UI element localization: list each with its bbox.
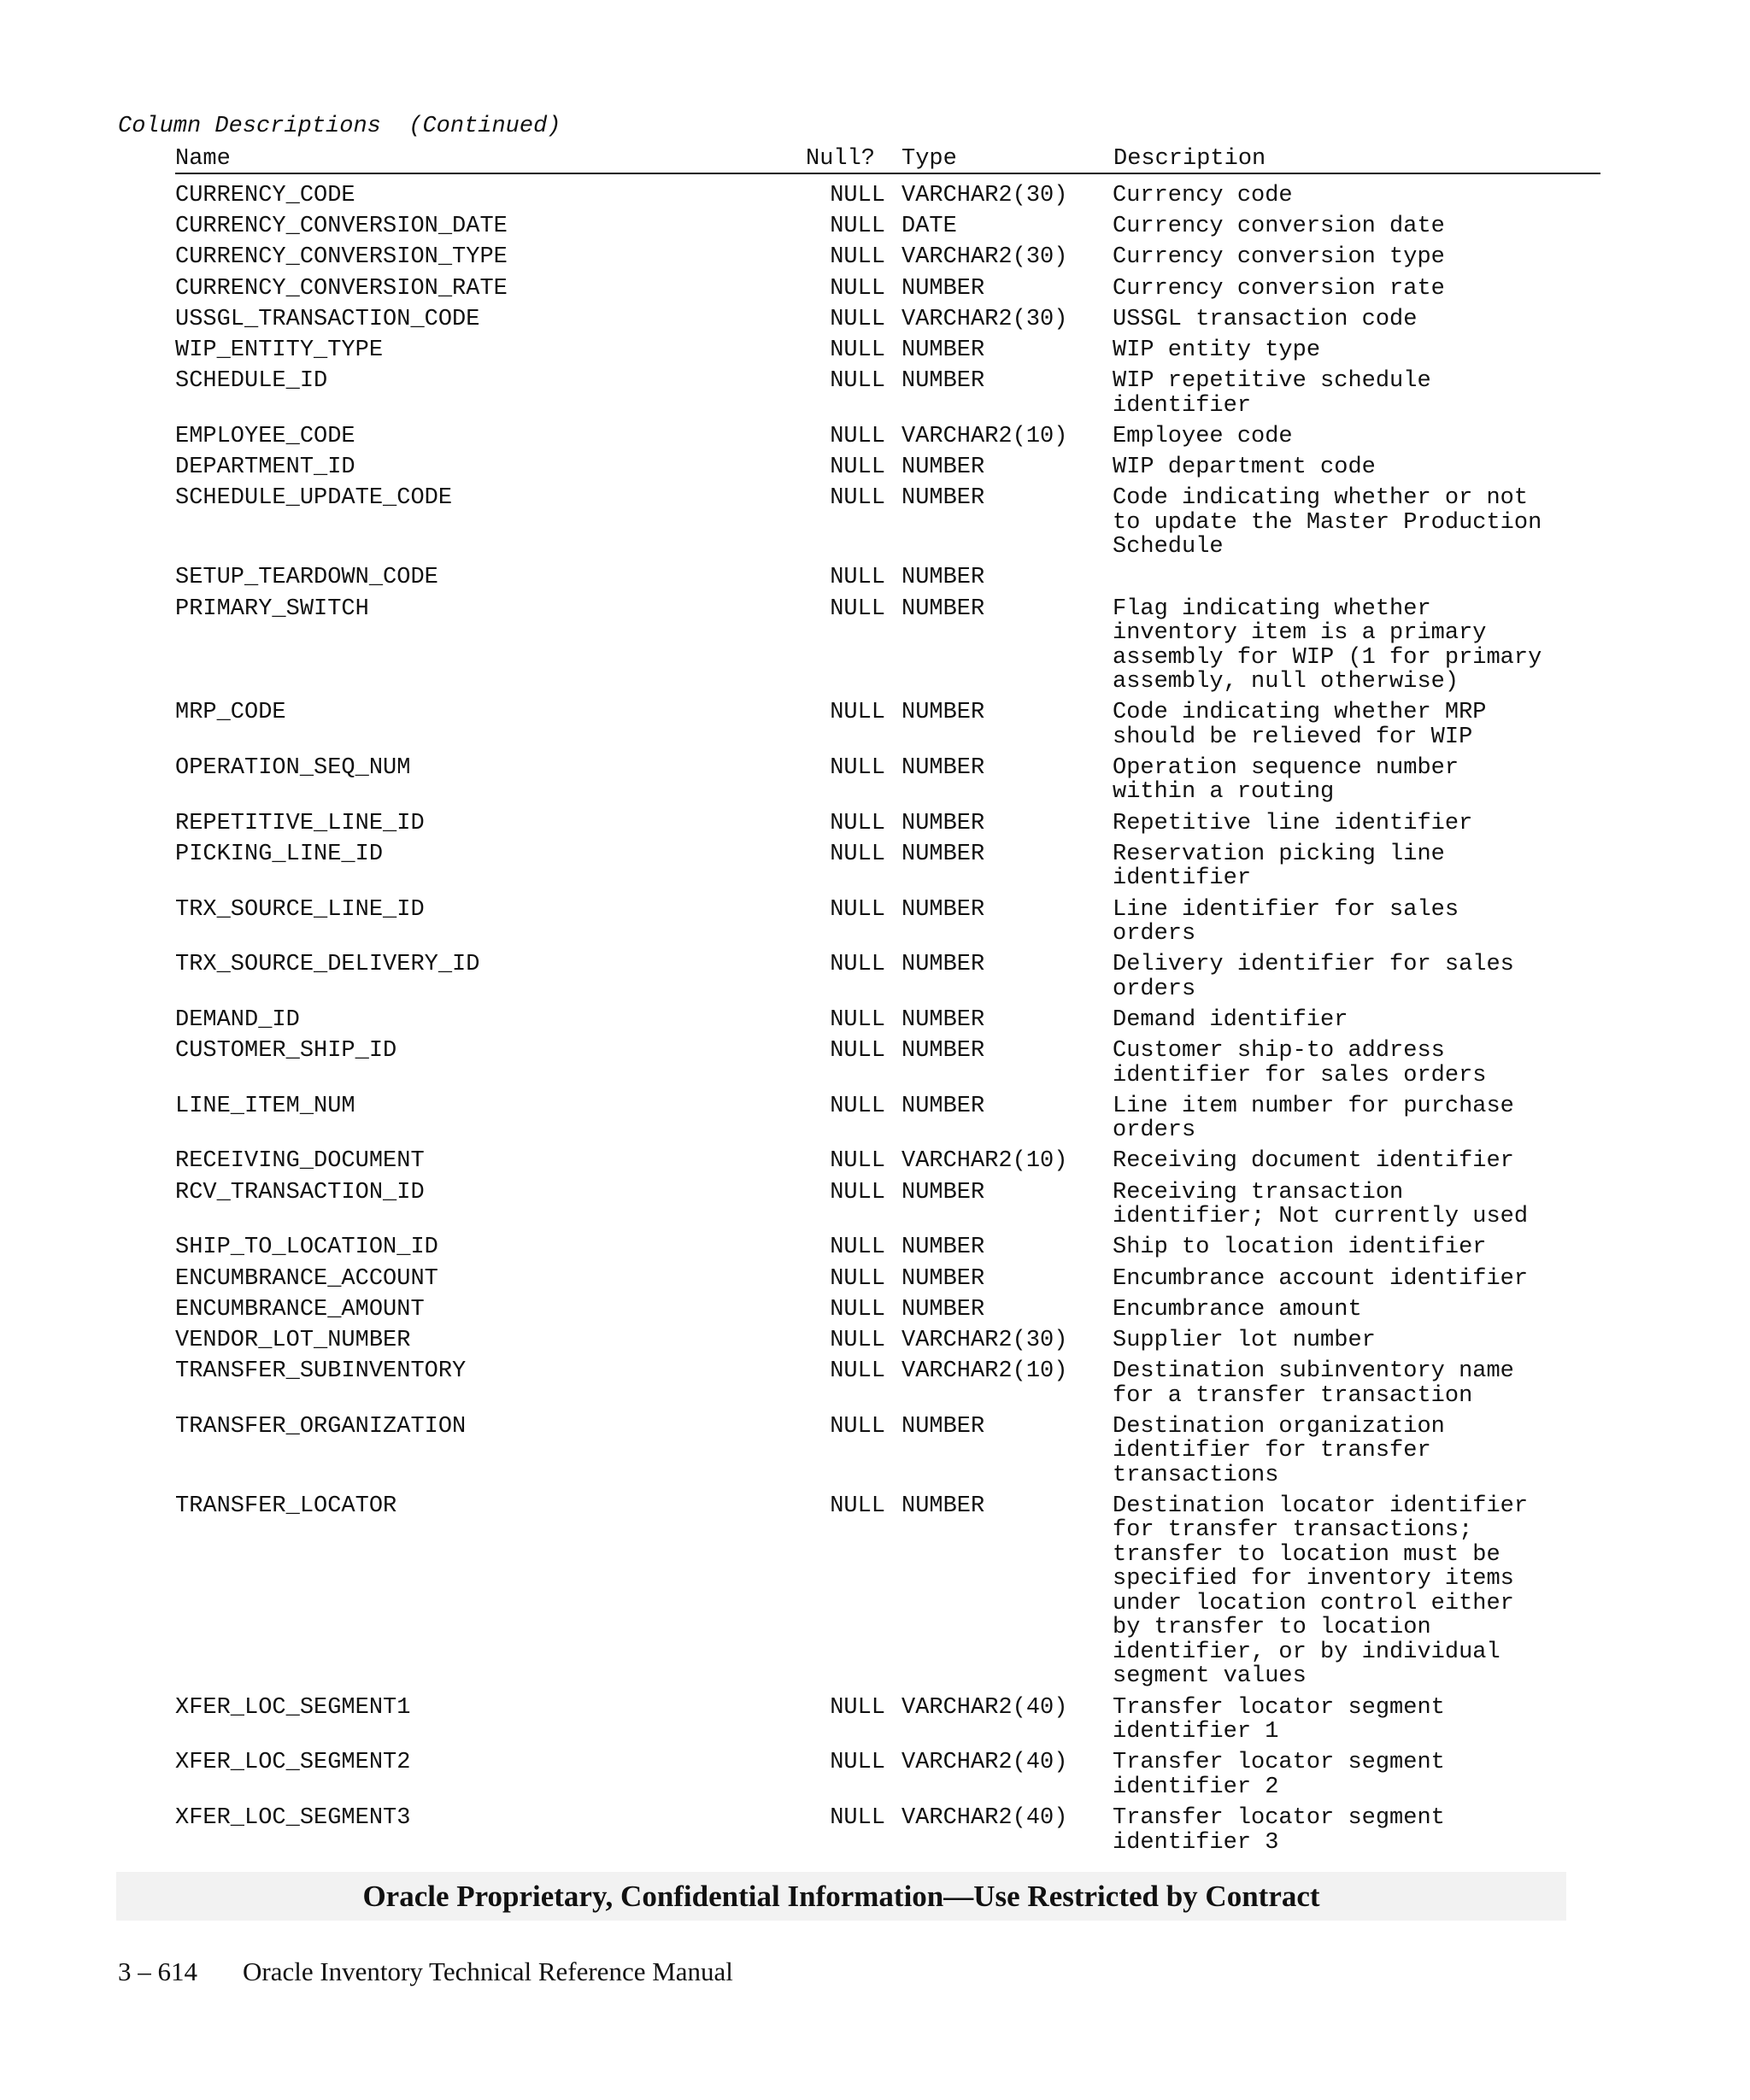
cell-name: CURRENCY_CONVERSION_TYPE [175, 244, 508, 271]
table-row [175, 1267, 1600, 1292]
cell-name: TRX_SOURCE_LINE_ID [175, 896, 425, 923]
cell-description: Currency conversion type [1113, 244, 1445, 271]
cell-null: NULL [830, 896, 885, 923]
table-row [175, 1415, 1600, 1488]
cell-description: Currency conversion date [1113, 214, 1445, 240]
table-row [175, 1149, 1600, 1174]
cell-name: TRANSFER_ORGANIZATION [175, 1413, 467, 1440]
cell-null: NULL [830, 754, 885, 781]
cell-name: PICKING_LINE_ID [175, 841, 384, 867]
cell-type: NUMBER [901, 1235, 985, 1261]
table-row [175, 245, 1600, 270]
table-row [175, 1094, 1600, 1143]
table-row [175, 701, 1600, 749]
cell-null: NULL [830, 1235, 885, 1261]
cell-null: NULL [830, 244, 885, 271]
cell-null: NULL [830, 485, 885, 512]
cell-type: NUMBER [901, 700, 985, 726]
cell-name: WIP_ENTITY_TYPE [175, 337, 384, 363]
cell-null: NULL [830, 306, 885, 332]
cell-name: CURRENCY_CONVERSION_DATE [175, 214, 508, 240]
cell-null: NULL [830, 952, 885, 978]
cell-null: NULL [830, 1006, 885, 1033]
table-row [175, 425, 1600, 449]
column-header-name: Name [175, 146, 231, 172]
cell-type: NUMBER [901, 952, 985, 978]
cell-type: NUMBER [901, 455, 985, 480]
table-row [175, 842, 1600, 891]
cell-type: NUMBER [901, 337, 985, 363]
cell-description: Transfer locator segment identifier 1 [1113, 1694, 1445, 1745]
cell-name: RCV_TRANSACTION_ID [175, 1179, 425, 1205]
cell-null: NULL [830, 455, 885, 480]
table-row [175, 1696, 1600, 1745]
cell-type: NUMBER [901, 485, 985, 512]
cell-description: Flag indicating whether inventory item is a primary assembly for WIP (1 for primary assembly, null otherwise) [1113, 595, 1542, 695]
section-heading: Column Descriptions (Continued) [118, 114, 561, 139]
table-row [175, 369, 1600, 418]
cell-type: NUMBER [901, 1265, 985, 1292]
column-header-type: Type [901, 146, 957, 172]
cell-description: Encumbrance amount [1113, 1296, 1362, 1323]
cell-type: NUMBER [901, 1006, 985, 1033]
table-row [175, 1181, 1600, 1229]
cell-description: Currency conversion rate [1113, 275, 1445, 302]
cell-description: Transfer locator segment identifier 2 [1113, 1750, 1445, 1800]
cell-name: USSGL_TRANSACTION_CODE [175, 306, 480, 332]
cell-null: NULL [830, 1358, 885, 1385]
cell-null: NULL [830, 1093, 885, 1119]
table-row [175, 308, 1600, 332]
manual-title: Oracle Inventory Technical Reference Manual [243, 1956, 733, 1986]
table-row [175, 812, 1600, 836]
cell-null: NULL [830, 183, 885, 208]
cell-name: SHIP_TO_LOCATION_ID [175, 1235, 438, 1261]
cell-name: ENCUMBRANCE_AMOUNT [175, 1296, 425, 1323]
cell-type: VARCHAR2(30) [901, 183, 1068, 208]
cell-type: NUMBER [901, 595, 985, 622]
table-row [175, 1039, 1600, 1088]
cell-description: Destination organization identifier for transfer transactions [1113, 1413, 1445, 1488]
cell-null: NULL [830, 1038, 885, 1065]
cell-type: VARCHAR2(30) [901, 1327, 1068, 1353]
cell-name: PRIMARY_SWITCH [175, 595, 369, 622]
confidential-banner: Oracle Proprietary, Confidential Information––Use Restricted by Contract [116, 1872, 1566, 1921]
cell-null: NULL [830, 1327, 885, 1353]
cell-name: XFER_LOC_SEGMENT3 [175, 1805, 411, 1831]
cell-type: VARCHAR2(10) [901, 1148, 1068, 1175]
table-row [175, 1008, 1600, 1033]
cell-type: NUMBER [901, 1413, 985, 1440]
table-row [175, 338, 1600, 363]
cell-description: Line identifier for sales orders [1113, 896, 1459, 947]
cell-description: Receiving document identifier [1113, 1148, 1514, 1175]
cell-null: NULL [830, 1265, 885, 1292]
cell-null: NULL [830, 1148, 885, 1175]
cell-description: Demand identifier [1113, 1006, 1348, 1033]
cell-name: SCHEDULE_ID [175, 368, 328, 395]
table-header [175, 147, 1600, 174]
table-row [175, 898, 1600, 947]
table-row [175, 1329, 1600, 1353]
cell-type: VARCHAR2(40) [901, 1750, 1068, 1776]
cell-name: DEPARTMENT_ID [175, 455, 355, 480]
cell-description: Reservation picking line identifier [1113, 841, 1445, 892]
table-row [175, 1806, 1600, 1855]
cell-null: NULL [830, 700, 885, 726]
column-header-description: Description [1113, 146, 1266, 172]
cell-type: DATE [901, 214, 957, 240]
cell-description: Currency code [1113, 183, 1293, 208]
cell-description: Customer ship-to address identifier for sales orders [1113, 1038, 1487, 1088]
page-footer [118, 1956, 733, 1987]
table-row [175, 953, 1600, 1001]
cell-name: EMPLOYEE_CODE [175, 423, 355, 449]
cell-null: NULL [830, 1296, 885, 1323]
table-row [175, 566, 1600, 590]
cell-name: TRANSFER_LOCATOR [175, 1493, 397, 1519]
cell-type: NUMBER [901, 1038, 985, 1065]
cell-null: NULL [830, 1413, 885, 1440]
cell-type: VARCHAR2(40) [901, 1805, 1068, 1831]
table-row [175, 1359, 1600, 1408]
cell-description: Encumbrance account identifier [1113, 1265, 1529, 1292]
cell-name: RECEIVING_DOCUMENT [175, 1148, 425, 1175]
cell-name: LINE_ITEM_NUM [175, 1093, 355, 1119]
cell-type: NUMBER [901, 275, 985, 302]
cell-null: NULL [830, 1493, 885, 1519]
cell-type: NUMBER [901, 368, 985, 395]
cell-description: Line item number for purchase orders [1113, 1093, 1514, 1144]
table-row [175, 277, 1600, 302]
cell-description: Supplier lot number [1113, 1327, 1376, 1353]
table-row [175, 1298, 1600, 1323]
table-row [175, 1751, 1600, 1799]
table-row [175, 1494, 1600, 1689]
cell-null: NULL [830, 337, 885, 363]
table-row [175, 756, 1600, 805]
table-row [175, 597, 1600, 695]
cell-description: Destination subinventory name for a transfer transaction [1113, 1358, 1514, 1409]
cell-name: DEMAND_ID [175, 1006, 300, 1033]
cell-type: NUMBER [901, 1179, 985, 1205]
cell-name: REPETITIVE_LINE_ID [175, 810, 425, 836]
page-number: 3 – 614 [118, 1956, 197, 1986]
cell-null: NULL [830, 841, 885, 867]
cell-type: VARCHAR2(30) [901, 306, 1068, 332]
cell-type: NUMBER [901, 1093, 985, 1119]
cell-description: Transfer locator segment identifier 3 [1113, 1805, 1445, 1856]
cell-description: Ship to location identifier [1113, 1235, 1487, 1261]
cell-name: SCHEDULE_UPDATE_CODE [175, 485, 453, 512]
cell-description: Delivery identifier for sales orders [1113, 952, 1514, 1002]
cell-name: CURRENCY_CONVERSION_RATE [175, 275, 508, 302]
cell-description: Operation sequence number within a routing [1113, 754, 1459, 806]
cell-name: XFER_LOC_SEGMENT1 [175, 1694, 411, 1721]
cell-name: ENCUMBRANCE_ACCOUNT [175, 1265, 438, 1292]
cell-description: USSGL transaction code [1113, 306, 1418, 332]
column-table-body [175, 184, 1600, 1862]
table-row [175, 486, 1600, 560]
cell-description: Repetitive line identifier [1113, 810, 1473, 836]
cell-name: VENDOR_LOT_NUMBER [175, 1327, 411, 1353]
cell-null: NULL [830, 565, 885, 591]
cell-null: NULL [830, 810, 885, 836]
cell-description: Receiving transaction identifier; Not currently used [1113, 1179, 1529, 1230]
cell-description: WIP entity type [1113, 337, 1321, 363]
cell-type: VARCHAR2(30) [901, 244, 1068, 271]
table-row [175, 455, 1600, 480]
cell-null: NULL [830, 214, 885, 240]
cell-null: NULL [830, 423, 885, 449]
table-row [175, 214, 1600, 239]
table-row [175, 1235, 1600, 1260]
cell-type: NUMBER [901, 565, 985, 591]
cell-null: NULL [830, 275, 885, 302]
table-row [175, 184, 1600, 208]
cell-name: XFER_LOC_SEGMENT2 [175, 1750, 411, 1776]
cell-type: NUMBER [901, 896, 985, 923]
cell-name: TRANSFER_SUBINVENTORY [175, 1358, 467, 1385]
cell-type: NUMBER [901, 810, 985, 836]
cell-name: CURRENCY_CODE [175, 183, 355, 208]
cell-null: NULL [830, 1179, 885, 1205]
cell-type: NUMBER [901, 754, 985, 781]
cell-name: TRX_SOURCE_DELIVERY_ID [175, 952, 480, 978]
cell-null: NULL [830, 1805, 885, 1831]
cell-type: VARCHAR2(40) [901, 1694, 1068, 1721]
cell-description: Code indicating whether or not to update the Master Production Schedule [1113, 485, 1542, 560]
cell-description: WIP department code [1113, 455, 1376, 480]
cell-name: MRP_CODE [175, 700, 286, 726]
cell-description: Destination locator identifier for transfer transactions; transfer to location must be specified for inventory items under location control either by transfer to location identifier, or by individual segment values [1113, 1493, 1529, 1690]
column-header-null: Null? [806, 146, 876, 172]
cell-description: WIP repetitive schedule identifier [1113, 368, 1431, 419]
cell-type: VARCHAR2(10) [901, 423, 1068, 449]
cell-type: NUMBER [901, 1493, 985, 1519]
cell-name: OPERATION_SEQ_NUM [175, 754, 411, 781]
cell-type: NUMBER [901, 1296, 985, 1323]
cell-null: NULL [830, 595, 885, 622]
cell-type: VARCHAR2(10) [901, 1358, 1068, 1385]
cell-type: NUMBER [901, 841, 985, 867]
cell-description: Employee code [1113, 423, 1293, 449]
cell-null: NULL [830, 1750, 885, 1776]
cell-null: NULL [830, 1694, 885, 1721]
cell-description: Code indicating whether MRP should be relieved for WIP [1113, 700, 1487, 750]
cell-name: CUSTOMER_SHIP_ID [175, 1038, 397, 1065]
cell-null: NULL [830, 368, 885, 395]
cell-name: SETUP_TEARDOWN_CODE [175, 565, 438, 591]
